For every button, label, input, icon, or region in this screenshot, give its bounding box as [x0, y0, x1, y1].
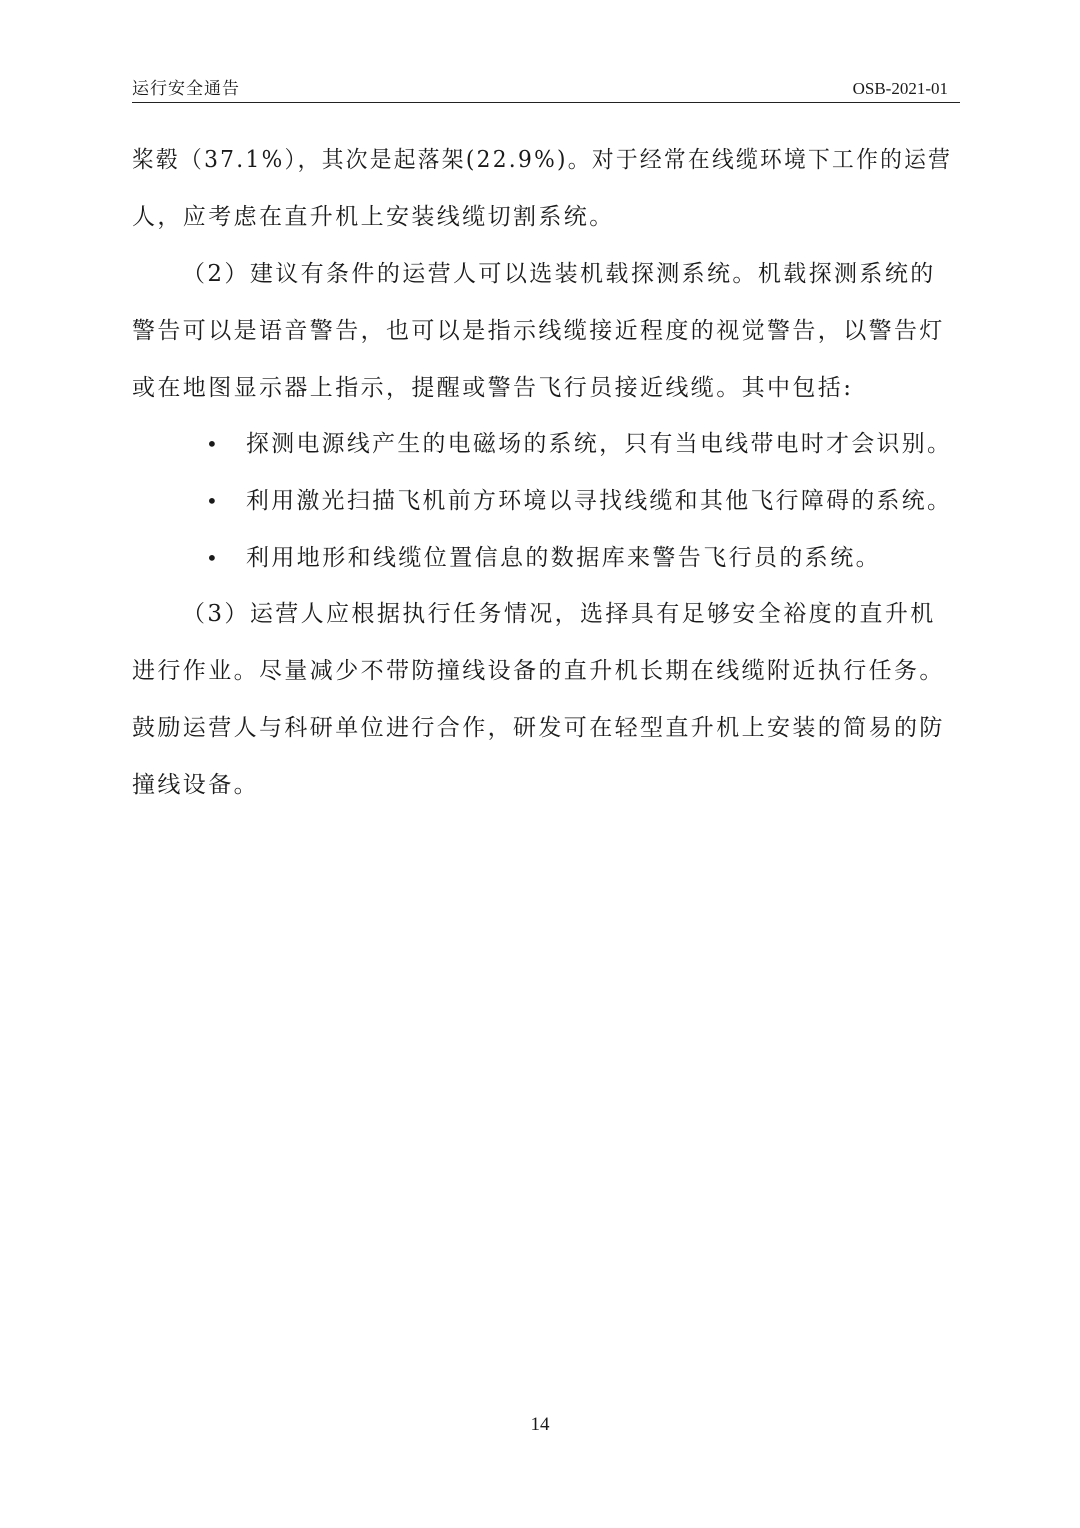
paragraph-line: 进行作业。尽量减少不带防撞线设备的直升机长期在线缆附近执行任务。 [132, 658, 945, 684]
paragraph-line: （2）建议有条件的运营人可以选装机载探测系统。机载探测系统的 [182, 261, 936, 287]
bullet-icon: • [206, 546, 218, 570]
paragraph-line: 桨毂（37.1%），其次是起落架(22.9%)。对于经常在线缆环境下工作的运营 [132, 147, 953, 173]
list-item-text: 利用激光扫描飞机前方环境以寻找线缆和其他飞行障碍的系统。 [246, 488, 953, 514]
bullet-icon: • [206, 489, 218, 513]
paragraph-line: （3）运营人应根据执行任务情况，选择具有足够安全裕度的直升机 [182, 601, 936, 627]
page-header [132, 78, 960, 103]
paragraph-line: 警告可以是语音警告，也可以是指示线缆接近程度的视觉警告，以警告灯 [132, 318, 945, 344]
paragraph-line: 或在地图显示器上指示，提醒或警告飞行员接近线缆。其中包括: [132, 375, 854, 401]
page-number: 14 [530, 1414, 550, 1435]
document-code: OSB-2021-01 [852, 79, 948, 98]
paragraph-line: 鼓励运营人与科研单位进行合作，研发可在轻型直升机上安装的简易的防 [132, 715, 945, 741]
paragraph-line: 撞线设备。 [132, 772, 259, 798]
list-item-text: 探测电源线产生的电磁场的系统，只有当电线带电时才会识别。 [246, 431, 953, 457]
header-title: 运行安全通告 [132, 79, 240, 99]
bullet-icon: • [206, 432, 218, 456]
list-item-text: 利用地形和线缆位置信息的数据库来警告飞行员的系统。 [246, 545, 881, 571]
paragraph-line: 人，应考虑在直升机上安装线缆切割系统。 [132, 204, 615, 230]
